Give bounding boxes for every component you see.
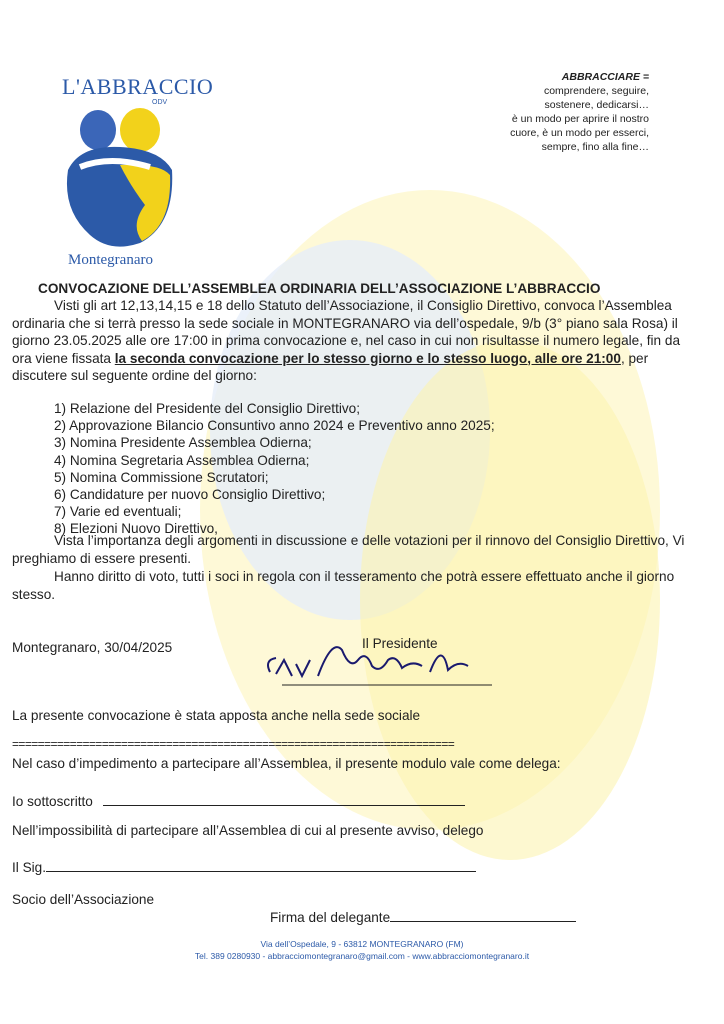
intro-text: Visti gli art 12,13,14,15 e 18 dello Statuto dell’Associazione, il Consiglio Direttivo, convoca l’Assemblea ordinaria che si terrà presso la sede sociale in MONTEGRANARO via dell’ospedale, 9/b (3° piano sala Rosa) il giorno 23.05.2025 alle ore 17:00 in prima convocazione e, nel caso in cui non risultasse il numero legale, fin da ora viene fissata <box>12 298 681 366</box>
president-signature <box>262 630 492 690</box>
logo-suffix: ODV <box>152 99 168 106</box>
motto-line: sostenere, dedicarsi… <box>544 99 649 111</box>
delegate-row <box>12 857 476 875</box>
footer-contacts: Tel. 389 0280930 - abbracciomontegranaro@gmail.com - www.abbracciomontegranaro.it <box>194 951 530 961</box>
agenda-list <box>54 400 495 538</box>
place-date: Montegranaro, 30/04/2025 <box>12 640 173 655</box>
impossibility-text: Nell’impossibilità di partecipare all’Assemblea di cui al presente avviso, delego <box>12 823 484 838</box>
logo-city: Montegranaro <box>68 252 153 268</box>
agenda-item: 4) Nomina Segretaria Assemblea Odierna; <box>54 452 310 468</box>
signature-field[interactable] <box>390 907 576 922</box>
motto-title: ABBRACCIARE = <box>561 71 649 83</box>
agenda-item: 5) Nomina Commissione Scrutatori; <box>54 469 269 485</box>
member-label: Socio dell’Associazione <box>12 892 155 907</box>
motto-line: è un modo per aprire il nostro <box>511 113 649 125</box>
agenda-item: 3) Nomina Presidente Assemblea Odierna; <box>54 435 312 451</box>
motto-line: sempre, fino alla fine… <box>541 141 649 153</box>
logo-name: L'ABBRACCIO <box>62 74 214 99</box>
intro-emphasis: la seconda convocazione per lo stesso giorno e lo stesso luogo, alle ore 21:00 <box>114 350 621 366</box>
voting-text: Hanno diritto di voto, tutti i soci in regola con il tesseramento che potrà essere effettuato anche il giorno stesso. <box>12 569 675 602</box>
association-logo <box>50 75 190 265</box>
signature-label: Firma del delegante <box>270 910 391 925</box>
delegate-field[interactable] <box>46 857 476 872</box>
undersigned-label: Io sottoscritto <box>12 794 93 809</box>
footer-address: Via dell’Ospedale, 9 - 63812 MONTEGRANARO (FM) <box>260 939 464 949</box>
document-title: CONVOCAZIONE DELL’ASSEMBLEA ORDINARIA DELL’ASSOCIAZIONE L’ABBRACCIO <box>38 281 601 296</box>
president-label: Il Presidente <box>362 636 438 651</box>
motto <box>449 70 649 154</box>
agenda-item: 7) Varie ed eventuali; <box>54 504 182 520</box>
agenda-item: 1) Relazione del Presidente del Consiglio Direttivo; <box>54 401 361 416</box>
agenda-item: 8) Elezioni Nuovo Direttivo, <box>54 521 218 537</box>
posted-note: La presente convocazione è stata apposta anche nella sede sociale <box>12 708 421 723</box>
delegate-label: Il Sig. <box>12 860 46 875</box>
separator: ===================================================================== <box>12 737 455 751</box>
agenda-item: 6) Candidature per nuovo Consiglio Direttivo; <box>54 487 326 503</box>
intro-tail: , per discutere sul seguente ordine del giorno: <box>12 350 649 383</box>
signature-row <box>270 907 576 925</box>
importance-paragraph <box>12 532 702 567</box>
motto-line: cuore, è un modo per esserci, <box>510 127 649 139</box>
motto-line: comprendere, seguire, <box>543 85 649 97</box>
delega-intro: Nel caso d’impedimento a partecipare all’Assemblea, il presente modulo vale come delega: <box>12 756 561 771</box>
undersigned-field[interactable] <box>103 791 465 806</box>
undersigned-row <box>12 791 465 809</box>
voting-paragraph <box>12 568 702 603</box>
intro-paragraph <box>12 297 702 385</box>
agenda-item: 2) Approvazione Bilancio Consuntivo anno 2024 e Preventivo anno 2025; <box>54 418 495 434</box>
importance-text: Vista l’importanza degli argomenti in discussione e delle votazioni per il rinnovo del Consiglio Direttivo, Vi preghiamo di essere presenti. <box>12 533 685 566</box>
